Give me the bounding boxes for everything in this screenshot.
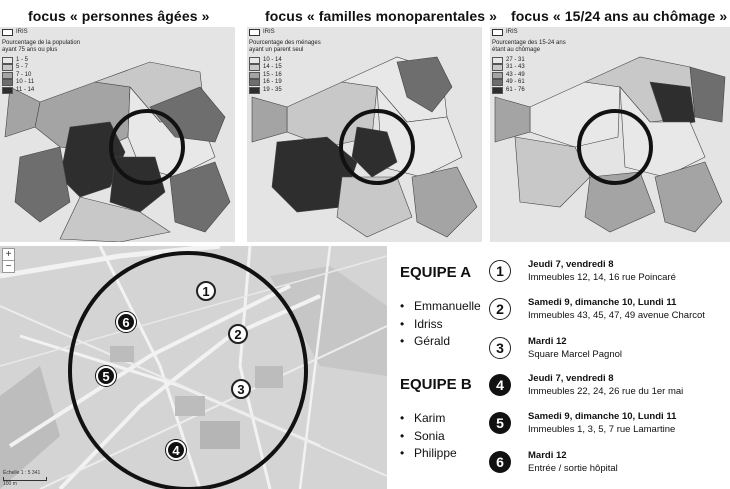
iris-swatch	[249, 29, 260, 36]
legend-iris-label: IRIS	[506, 29, 518, 35]
team-a-title: EQUIPE A	[400, 264, 472, 281]
team-member: • Philippe	[400, 445, 457, 463]
title-chomage-15-24: focus « 15/24 ans au chômage »	[511, 8, 728, 24]
legend-iris-label: IRIS	[16, 29, 28, 35]
legend-class: 5 - 7	[16, 64, 29, 70]
zoom-out-button[interactable]: −	[3, 260, 14, 272]
legend-iris-label: IRIS	[263, 29, 275, 35]
legend-swatch	[492, 57, 503, 64]
legend-swatch	[492, 87, 503, 94]
legend-swatch	[2, 87, 13, 94]
legend-class: 27 - 31	[506, 56, 525, 63]
team-member: • Sonia	[400, 428, 457, 446]
schedule-place: Entrée / sortie hôpital	[528, 463, 618, 474]
iris-swatch	[2, 29, 13, 36]
map-marker-4[interactable]: 4	[166, 440, 186, 460]
schedule-place: Immeubles 22, 24, 26 rue du 1er mai	[528, 386, 684, 397]
schedule-dates: Mardi 12	[528, 336, 567, 347]
map-marker-2[interactable]: 2	[228, 324, 248, 344]
map-marker-3[interactable]: 3	[231, 379, 251, 399]
street-map-shapes	[0, 246, 387, 489]
map-scale	[3, 470, 47, 487]
legend-title: Pourcentage des 15-24 ans étant au chômage	[492, 39, 566, 53]
zoom-in-button[interactable]: +	[5, 249, 12, 260]
team-b-title: EQUIPE B	[400, 376, 472, 393]
legend-class: 19 - 35	[263, 86, 282, 93]
legend-swatch	[2, 64, 13, 71]
title-familles-monoparentales: focus « familles monoparentales »	[265, 8, 498, 24]
team-member: • Idriss	[400, 316, 481, 334]
street-map[interactable]	[0, 246, 387, 489]
legend-swatch	[492, 64, 503, 71]
team-member: • Gérald	[400, 333, 481, 351]
schedule-place: Immeubles 1, 3, 5, 7 rue Lamartine	[528, 424, 676, 435]
zoom-control	[2, 248, 15, 273]
team-b-members	[400, 410, 457, 463]
choropleth-map-familles-monoparentales	[247, 27, 482, 242]
scale-label: Échelle 1 : 5 341	[3, 470, 41, 476]
schedule-number: 2	[489, 298, 511, 320]
legend-swatch	[249, 64, 260, 71]
map-marker-5[interactable]: 5	[96, 366, 116, 386]
team-a-members	[400, 298, 481, 351]
schedule-place: Square Marcel Pagnol	[528, 349, 622, 360]
choropleth-map-chomage-15-24	[490, 27, 730, 242]
legend-class: 43 - 49	[506, 71, 525, 78]
map-marker-1[interactable]: 1	[196, 281, 216, 301]
legend-swatch	[249, 57, 260, 64]
iris-swatch	[492, 29, 503, 36]
legend-personnes-agees	[2, 29, 82, 94]
schedule-number: 1	[489, 260, 511, 282]
schedule-dates: Samedi 9, dimanche 10, Lundi 11	[528, 411, 677, 422]
legend-title: Pourcentage des ménages ayant un parent seul	[249, 39, 321, 53]
legend-swatch	[249, 79, 260, 86]
legend-class: 14 - 15	[263, 64, 282, 70]
legend-swatch	[2, 57, 13, 64]
team-member: • Karim	[400, 410, 457, 428]
legend-swatch	[492, 72, 503, 79]
legend-familles-monoparentales	[249, 29, 329, 94]
schedule-dates: Mardi 12	[528, 450, 567, 461]
legend-class: 16 - 19	[263, 79, 282, 85]
schedule-number: 4	[489, 374, 511, 396]
legend-title: Pourcentage de la population ayant 75 ans ou plus	[2, 39, 81, 53]
map-marker-6[interactable]: 6	[116, 312, 136, 332]
legend-class: 11 - 14	[16, 86, 35, 93]
legend-swatch	[249, 72, 260, 79]
schedule-dates: Samedi 9, dimanche 10, Lundi 11	[528, 297, 677, 308]
legend-class: 7 - 10	[16, 71, 32, 78]
legend-swatch	[249, 87, 260, 94]
schedule-number: 6	[489, 451, 511, 473]
schedule-place: Immeubles 43, 45, 47, 49 avenue Charcot	[528, 310, 705, 321]
schedule-dates: Jeudi 7, vendredi 8	[528, 259, 614, 270]
legend-class: 61 - 76	[506, 86, 525, 93]
legend-class: 10 - 11	[16, 79, 35, 85]
legend-class: 31 - 43	[506, 64, 525, 70]
legend-swatch	[492, 79, 503, 86]
legend-class: 10 - 14	[263, 56, 282, 63]
legend-chomage-15-24	[492, 29, 572, 94]
legend-class: 1 - 5	[16, 56, 29, 63]
legend-swatch	[2, 72, 13, 79]
legend-class: 15 - 16	[263, 71, 282, 78]
schedule-dates: Jeudi 7, vendredi 8	[528, 373, 614, 384]
legend-swatch	[2, 79, 13, 86]
schedule-number: 3	[489, 337, 511, 359]
legend-class: 49 - 61	[506, 79, 525, 85]
title-personnes-agees: focus « personnes âgées »	[28, 8, 210, 24]
schedule-number: 5	[489, 412, 511, 434]
choropleth-map-personnes-agees	[0, 27, 235, 242]
scale-bar-label: 100 m	[3, 481, 17, 487]
schedule-place: Immeubles 12, 14, 16 rue Poincaré	[528, 272, 676, 283]
team-member: • Emmanuelle	[400, 298, 481, 316]
